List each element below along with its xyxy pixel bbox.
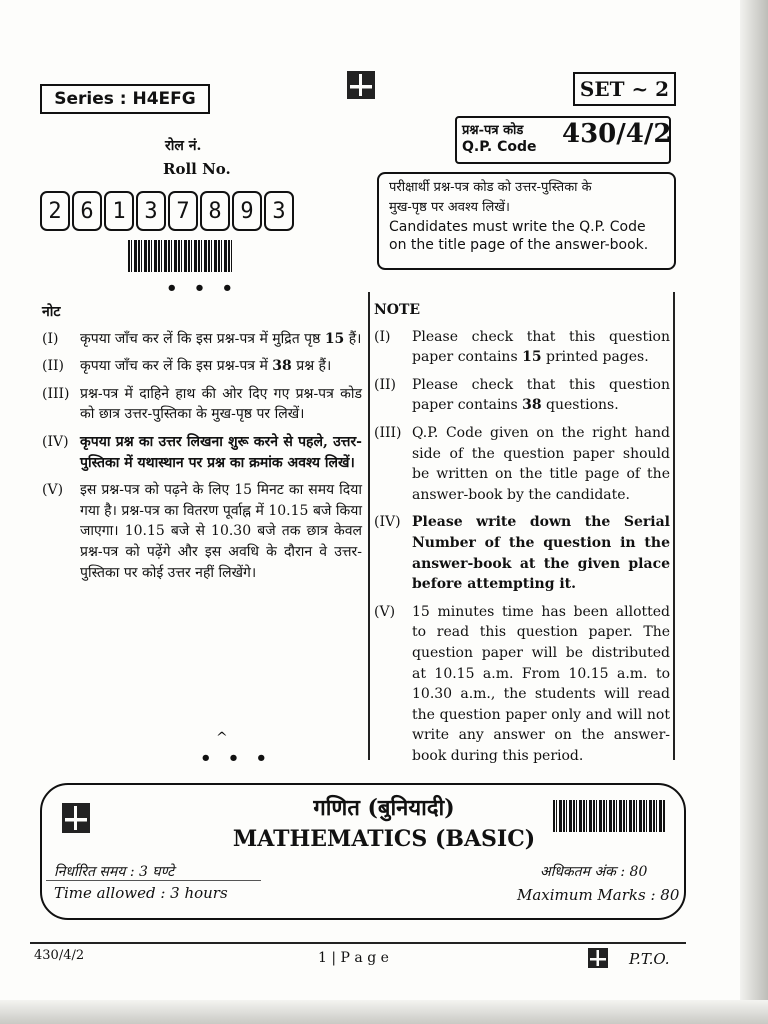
note-number: (I) xyxy=(374,328,391,345)
qp-code-value: 430/4/2 xyxy=(562,119,672,149)
note-text xyxy=(80,356,362,377)
right-column-border xyxy=(673,292,675,760)
note-text-part: questions. xyxy=(541,397,619,414)
roll-digit-box: 9 xyxy=(232,191,262,231)
note-item xyxy=(42,384,362,425)
note-number: (I) xyxy=(42,330,59,347)
note-item xyxy=(42,432,362,473)
page-bottom-edge xyxy=(0,1000,768,1024)
note-item xyxy=(374,512,670,594)
note-text: कृपया प्रश्न का उत्तर लिखना शुरू करने से पहले, उत्तर-पुस्तिका में यथास्थान पर प्रश्न का क्रमांक अवश्य लिखें। xyxy=(80,433,362,471)
note-number: (V) xyxy=(42,482,64,499)
note-number: (III) xyxy=(374,424,402,441)
roll-barcode-icon xyxy=(128,240,232,272)
roll-digit-box: 3 xyxy=(264,191,294,231)
max-marks-hindi: अधिकतम अंक : 80 xyxy=(540,864,648,880)
qp-code-label-english: Q.P. Code xyxy=(462,139,537,155)
page-number: 1 | P a g e xyxy=(318,950,389,966)
subject-title-english: MATHEMATICS (BASIC) xyxy=(232,826,536,852)
note-text-part: कृपया जाँच कर लें कि इस प्रश्न-पत्र में मुद्रित पृष्ठ xyxy=(80,330,325,347)
note-number: (V) xyxy=(374,603,396,620)
roll-number-boxes xyxy=(40,191,296,231)
note-text xyxy=(80,329,362,350)
roll-label-english: Roll No. xyxy=(163,160,231,178)
note-number: (IV) xyxy=(374,514,401,531)
note-item xyxy=(42,329,362,350)
column-dots: • • • xyxy=(200,748,273,769)
time-allowed-english: Time allowed : 3 hours xyxy=(54,884,228,902)
page-edge-shadow xyxy=(740,0,768,1024)
footer-rule xyxy=(30,942,686,944)
note-bold-value: 15 xyxy=(324,330,345,347)
note-item xyxy=(374,423,670,505)
note-item xyxy=(374,602,670,767)
note-bold-value: 38 xyxy=(522,397,542,414)
note-bold-value: 38 xyxy=(272,358,292,375)
candidate-instruction-box xyxy=(377,172,676,270)
note-text-part: प्रश्न हैं। xyxy=(291,358,332,375)
note-text-part: printed pages. xyxy=(541,349,649,366)
note-text-part: कृपया जाँच कर लें कि इस प्रश्न-पत्र में xyxy=(80,358,273,375)
note-text: Please write down the Serial Number of the question in the answer-book at the given place before attempting it. xyxy=(412,514,670,593)
time-underline xyxy=(46,880,261,881)
subject-title-hindi: गणित (बुनियादी) xyxy=(313,795,455,821)
roll-label-hindi: रोल नं. xyxy=(165,138,202,154)
note-number: (II) xyxy=(374,376,396,393)
note-text-part: Please check that this question paper contains xyxy=(412,376,670,414)
footer-qp-code: 430/4/2 xyxy=(34,948,85,963)
candidate-note-hindi-line: मुख-पृष्ठ पर अवश्य लिखें। xyxy=(389,200,510,215)
candidate-note-hindi-line: परीक्षार्थी प्रश्न-पत्र कोड को उत्तर-पुस्तिका के xyxy=(389,180,592,195)
notes-hindi-column xyxy=(42,302,362,590)
column-divider xyxy=(368,292,370,760)
notes-hindi-title: नोट xyxy=(42,304,61,320)
note-text xyxy=(412,327,670,368)
set-label: SET ~ 2 xyxy=(573,72,676,106)
note-text xyxy=(412,375,670,416)
time-allowed-hindi: निर्धारित समय : 3 घण्टे xyxy=(54,864,175,880)
candidate-note-english-line: Candidates must write the Q.P. Code xyxy=(389,219,646,235)
series-label: Series : H4EFG xyxy=(40,84,210,114)
roll-digit-box: 7 xyxy=(168,191,198,231)
note-text-part: हैं। xyxy=(344,330,362,347)
note-item xyxy=(42,356,362,377)
qr-code-icon xyxy=(347,71,375,99)
header-dots: • • • xyxy=(166,278,239,299)
note-number: (III) xyxy=(42,385,70,402)
note-number: (IV) xyxy=(42,433,69,450)
pto-label: P.T.O. xyxy=(629,950,670,968)
note-text: प्रश्न-पत्र में दाहिने हाथ की ओर दिए गए प्रश्न-पत्र कोड को छात्र उत्तर-पुस्तिका के मुख-पृष्ठ पर लिखें। xyxy=(80,385,362,423)
note-text: 15 minutes time has been allotted to read this question paper. The question paper will be distributed at 10.15 a.m. From 10.15 a.m. to 10.30 a.m., the students will read the question paper only and will not write any answer on the answer-book during this period. xyxy=(412,603,670,764)
qr-code-icon xyxy=(588,948,608,968)
roll-digit-box: 8 xyxy=(200,191,230,231)
note-item xyxy=(374,375,670,416)
roll-digit-box: 6 xyxy=(72,191,102,231)
note-item xyxy=(374,327,670,368)
notes-english-column xyxy=(374,300,670,773)
note-text: इस प्रश्न-पत्र को पढ़ने के लिए 15 मिनट का समय दिया गया है। प्रश्न-पत्र का वितरण पूर्वाह्न में 10.15 बजे किया जाएगा। 10.15 बजे से 10.30 बजे तक छात्र केवल प्रश्न-पत्र को पढ़ेंगे और इस अवधि के दौरान वे उत्तर-पुस्तिका पर कोई उत्तर नहीं लिखेंगे। xyxy=(80,482,362,581)
candidate-note-english-line: on the title page of the answer-book. xyxy=(389,237,649,253)
caret-mark: ^ xyxy=(216,730,228,746)
max-marks-english: Maximum Marks : 80 xyxy=(517,886,680,904)
qp-code-label-hindi: प्रश्न-पत्र कोड xyxy=(462,123,524,138)
roll-digit-box: 1 xyxy=(104,191,134,231)
roll-digit-box: 3 xyxy=(136,191,166,231)
note-text-part: Please check that this question paper contains xyxy=(412,328,670,366)
roll-digit-box: 2 xyxy=(40,191,70,231)
note-item xyxy=(42,480,362,583)
notes-english-title: NOTE xyxy=(374,302,421,318)
note-text: Q.P. Code given on the right hand side of the question paper should be written on the title page of the answer-book by the candidate. xyxy=(412,424,670,503)
note-number: (II) xyxy=(42,358,64,375)
note-bold-value: 15 xyxy=(522,349,542,366)
